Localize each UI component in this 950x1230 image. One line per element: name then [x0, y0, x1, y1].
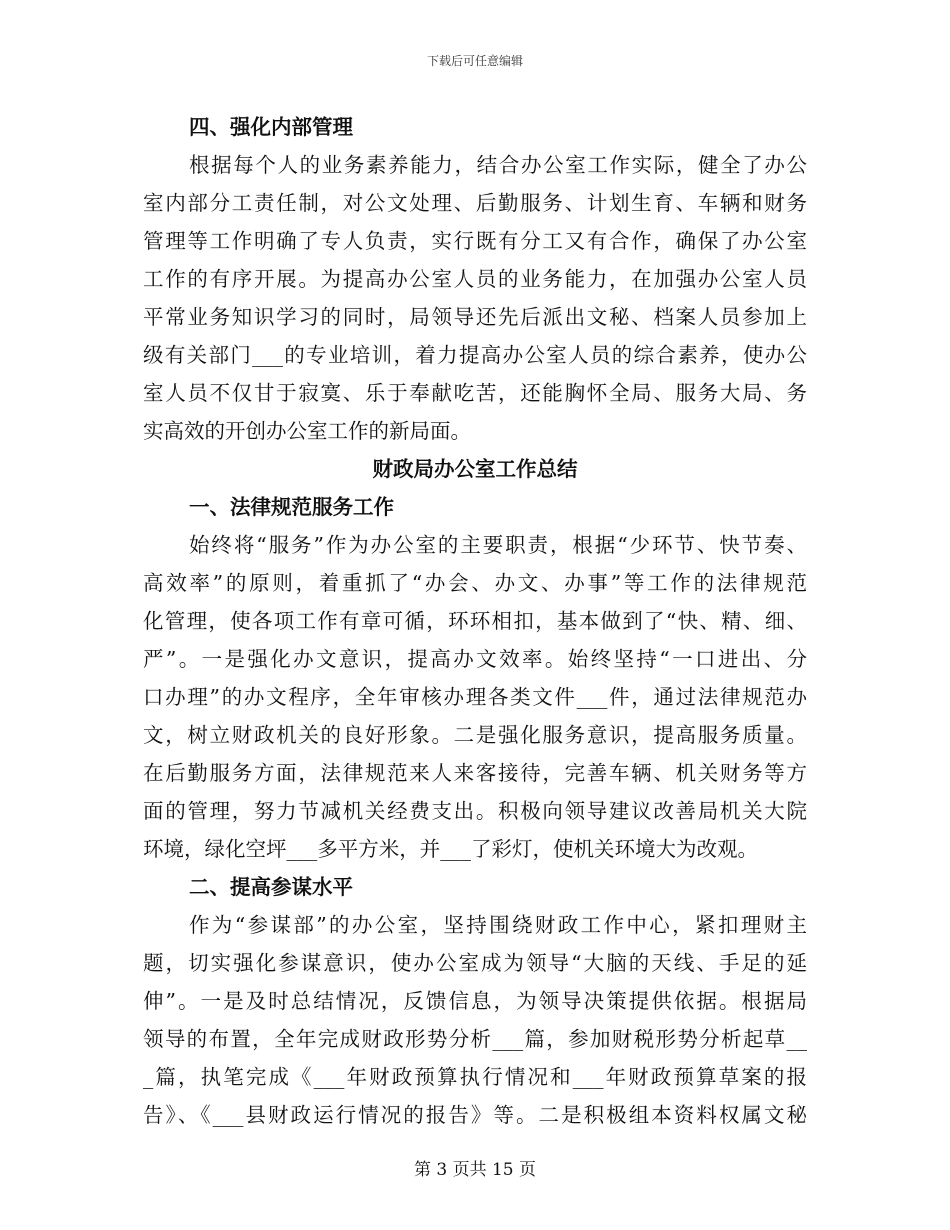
paragraph-line: 口办理”的办文程序，全年审核办理各类文件___件，通过法律规范办	[143, 685, 807, 709]
section-heading-4: 四、强化内部管理	[189, 115, 353, 139]
paragraph-line: 工作的有序开展。为提高办公室人员的业务能力，在加强办公室人员	[143, 267, 807, 291]
page-header: 下载后可任意编辑	[426, 54, 523, 68]
paragraph-line: 题，切实强化参谋意识，使办公室成为领导“大脑的天线、手足的延	[143, 951, 807, 975]
paragraph-line: 室人员不仅甘于寂寞、乐于奉献吃苦，还能胸怀全局、服务大局、务	[143, 381, 807, 405]
document-body	[143, 108, 807, 1134]
paragraph-line: 环境，绿化空坪___多平方米，并___了彩灯，使机关环境大为改观。	[143, 837, 758, 861]
paragraph-line: 平常业务知识学习的同时，局领导还先后派出文秘、档案人员参加上	[143, 305, 807, 329]
paragraph-line: 告》、《___县财政运行情况的报告》等。二是积极组本资料权属文秘	[143, 1103, 807, 1127]
section-heading-2: 二、提高参谋水平	[189, 875, 353, 899]
paragraph-line: 领导的布置，全年完成财政形势分析___篇，参加财税形势分析起草__	[143, 1027, 807, 1051]
paragraph-line: 作为“参谋部”的办公室，坚持围绕财政工作中心，紧扣理财主	[189, 913, 807, 937]
paragraph-line: 面的管理，努力节减机关经费支出。积极向领导建议改善局机关大院	[143, 799, 807, 823]
paragraph-line: 文，树立财政机关的良好形象。二是强化服务意识，提高服务质量。	[143, 723, 807, 747]
paragraph-line: 实高效的开创办公室工作的新局面。	[143, 419, 471, 443]
paragraph-line: 始终将“服务”作为办公室的主要职责，根据“少环节、快节奏、	[189, 533, 807, 557]
paragraph-line: 级有关部门___的专业培训，着力提高办公室人员的综合素养，使办公	[143, 343, 807, 367]
paragraph-line: 严”。一是强化办文意识，提高办文效率。始终坚持“一口进出、分	[143, 647, 807, 671]
page-footer: 第 3 页共 15 页	[413, 1160, 537, 1180]
paragraph-line: 伸”。一是及时总结情况，反馈信息，为领导决策提供依据。根据局	[143, 989, 807, 1013]
paragraph-line: 根据每个人的业务素养能力，结合办公室工作实际，健全了办公	[189, 153, 807, 177]
paragraph-line: 化管理，使各项工作有章可循，环环相扣，基本做到了“快、精、细、	[143, 609, 807, 633]
document-title: 财政局办公室工作总结	[372, 457, 578, 481]
section-heading-1: 一、法律规范服务工作	[189, 495, 394, 519]
paragraph-line: 高效率”的原则，着重抓了“办会、办文、办事”等工作的法律规范	[143, 571, 807, 595]
paragraph-line: 在后勤服务方面，法律规范来人来客接待，完善车辆、机关财务等方	[143, 761, 807, 785]
paragraph-line: 室内部分工责任制，对公文处理、后勤服务、计划生育、车辆和财务	[143, 191, 807, 215]
paragraph-line: 管理等工作明确了专人负责，实行既有分工又有合作，确保了办公室	[143, 229, 807, 253]
paragraph-line: _篇，执笔完成《___年财政预算执行情况和___年财政预算草案的报	[143, 1065, 807, 1089]
